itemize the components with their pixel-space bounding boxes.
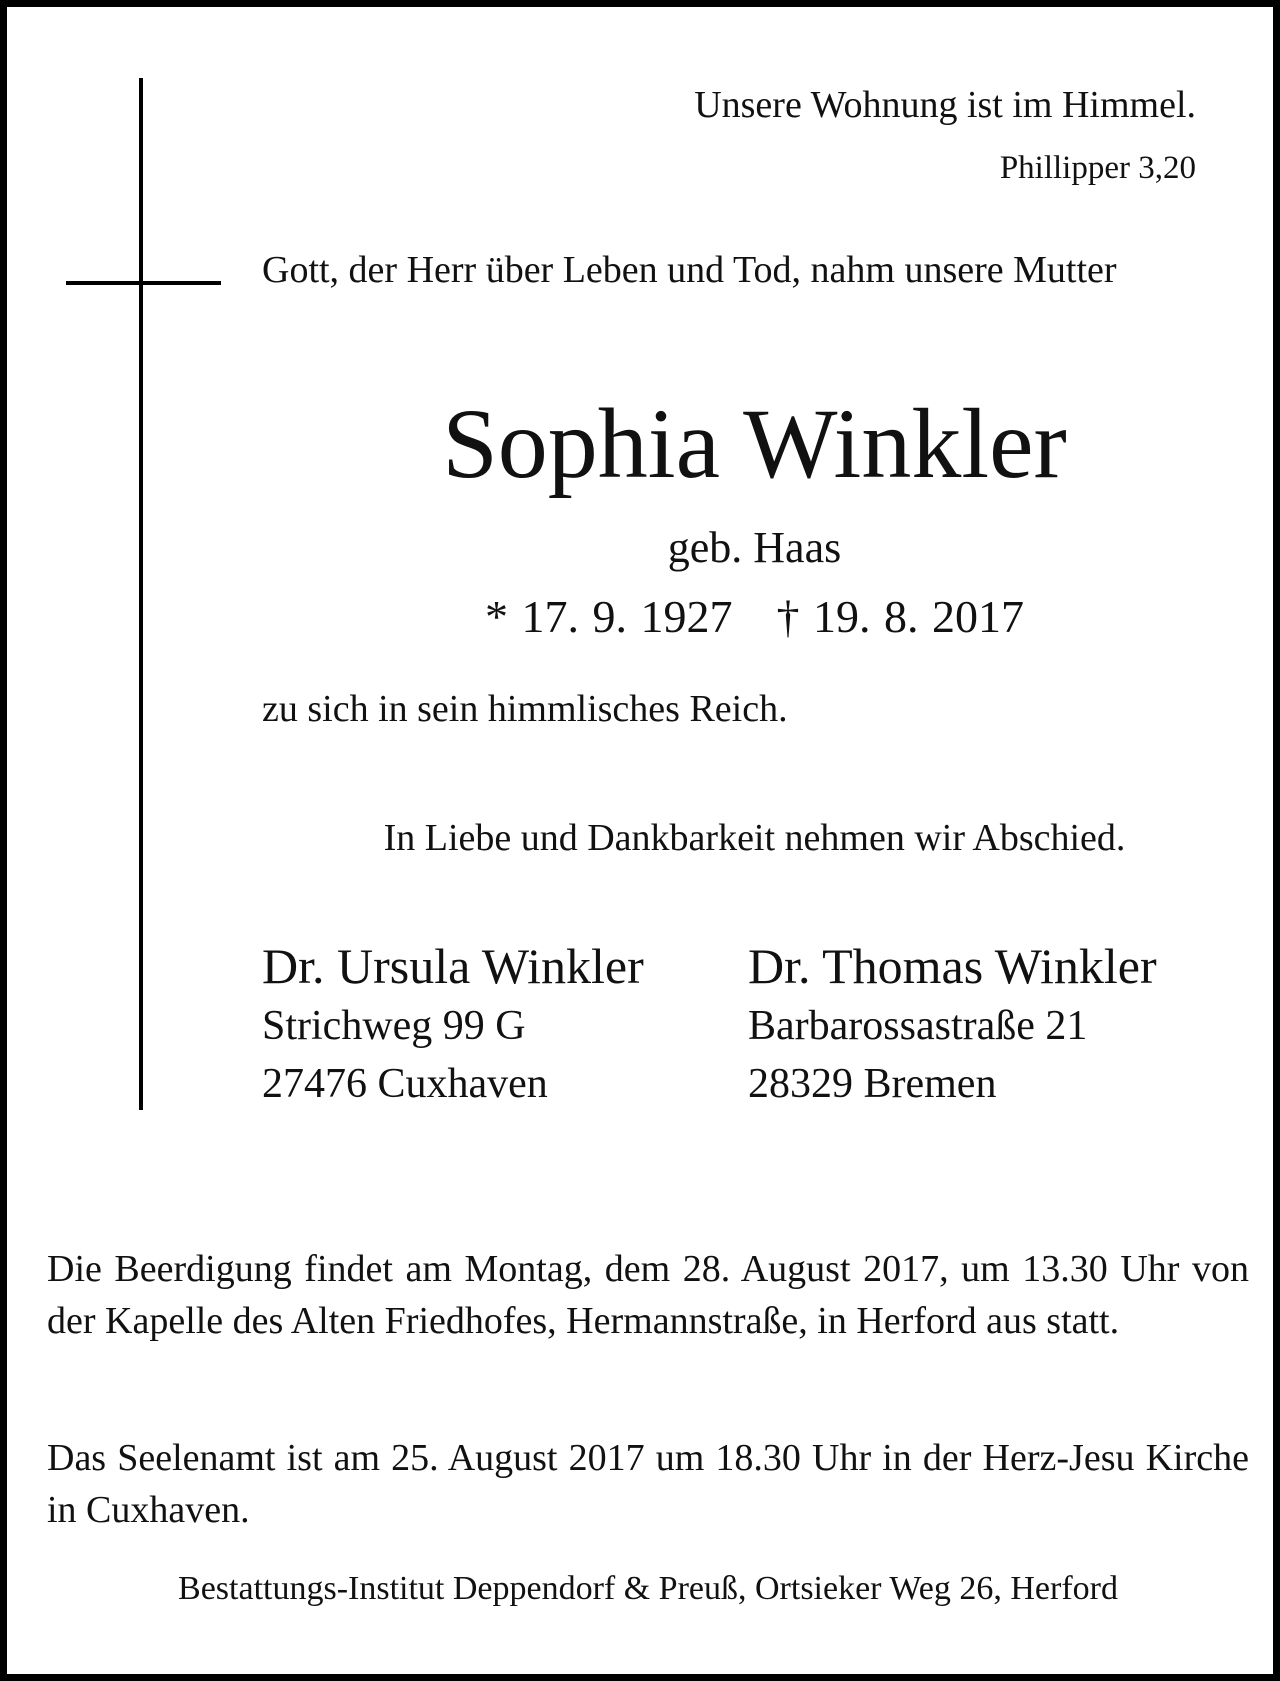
cross-icon-horizontal-bar xyxy=(66,281,221,285)
closing-text: zu sich in sein himmlisches Reich. xyxy=(262,688,788,730)
mourner-street: Strichweg 99 G xyxy=(262,1003,526,1049)
life-dates xyxy=(262,590,1247,643)
mourner-1 xyxy=(262,935,644,1113)
motto: Unsere Wohnung ist im Himmel. xyxy=(694,84,1196,126)
bible-verse: Phillipper 3,20 xyxy=(999,150,1196,186)
farewell-text: In Liebe und Dankbarkeit nehmen wir Abschied. xyxy=(383,817,1126,859)
mourner-city: 27476 Cuxhaven xyxy=(262,1061,548,1107)
mourner-name: Dr. Thomas Winkler xyxy=(748,938,1157,994)
maiden-name: geb. Haas xyxy=(667,523,842,572)
deceased-name: Sophia Winkler xyxy=(442,388,1067,499)
death-date: † 19. 8. 2017 xyxy=(776,591,1024,642)
mourner-2 xyxy=(748,935,1157,1113)
intro-text: Gott, der Herr über Leben und Tod, nahm unsere Mutter xyxy=(262,249,1117,291)
birth-date: * 17. 9. 1927 xyxy=(485,591,733,642)
funeral-home: Bestattungs-Institut Deppendorf & Preuß, Ortsieker Weg 26, Herford xyxy=(178,1570,1118,1607)
mourner-city: 28329 Bremen xyxy=(748,1061,997,1107)
mourner-name: Dr. Ursula Winkler xyxy=(262,938,644,994)
mourner-street: Barbarossastraße 21 xyxy=(748,1003,1088,1049)
requiem-mass-info: Das Seelenamt ist am 25. August 2017 um 18.30 Uhr in der Herz-Jesu Kirche in Cuxhaven. xyxy=(47,1437,1249,1531)
cross-icon-vertical-bar xyxy=(139,78,143,1110)
burial-info: Die Beerdigung findet am Montag, dem 28. August 2017, um 13.30 Uhr von der Kapelle des Alten Friedhofes, Hermannstraße, in Herford aus statt. xyxy=(47,1248,1249,1342)
